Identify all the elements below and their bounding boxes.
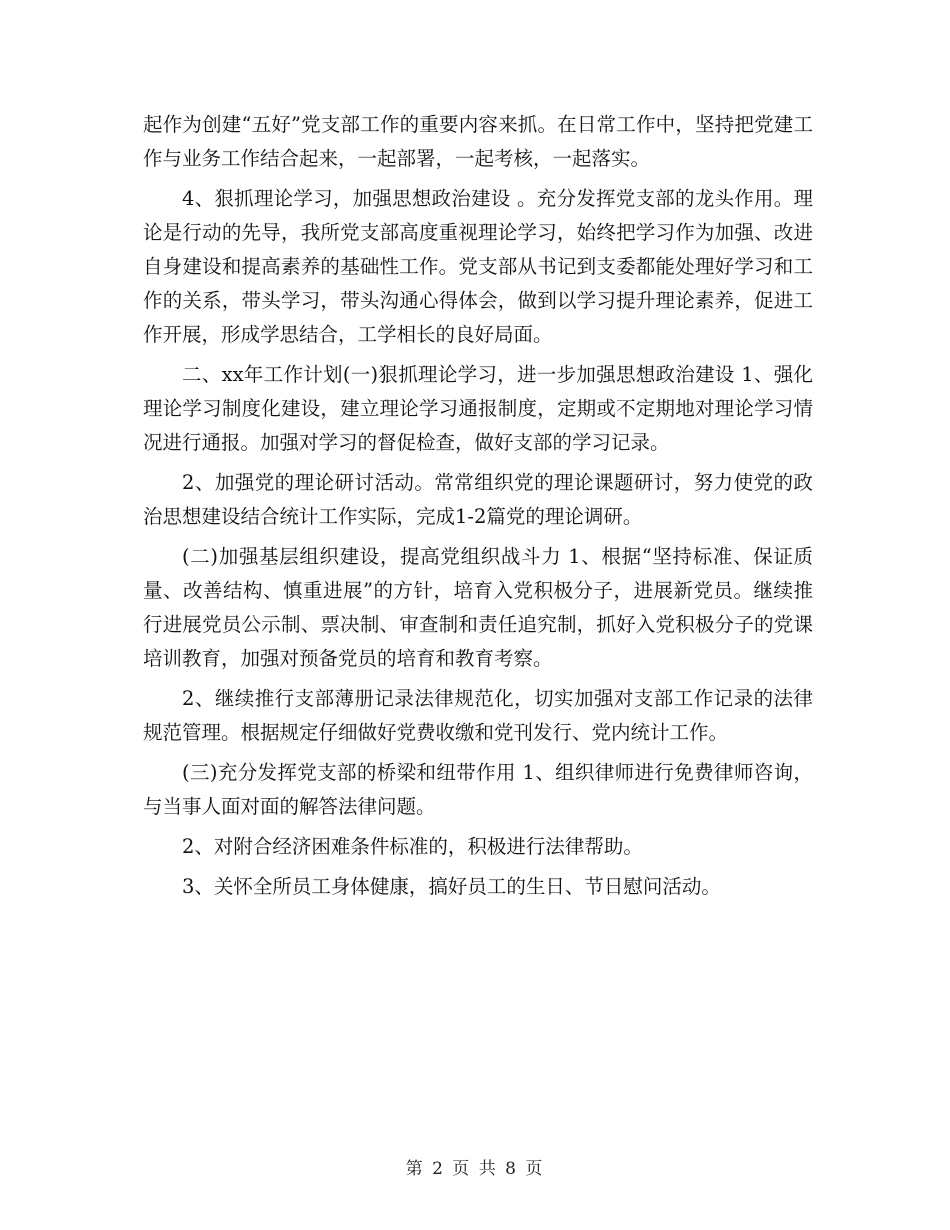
- paragraph-2: 4、狠抓理论学习，加强思想政治建设 。充分发挥党支部的龙头作用。理论是行动的先导，我所党支部高度重视理论学习，始终把学习作为加强、改进自身建设和提高素养的基础性工作。党支部从书记到支委都能处理好学习和工作的关系，带头学习，带头沟通心得体会，做到以学习提升理论素养，促进工作开展，形成学思结合，工学相长的良好局面。: [143, 187, 813, 346]
- page-number-footer: 第 2 页 共 8 页: [405, 1159, 545, 1179]
- paragraph-9: 3、关怀全所员工身体健康，搞好员工的生日、节日慰问活动。: [182, 875, 721, 898]
- document-body: [143, 108, 813, 910]
- paragraph-3: 二、xx年工作计划(一)狠抓理论学习，进一步加强思想政治建设 1、强化理论学习制度化建设，建立理论学习通报制度，定期或不定期地对理论学习情况进行通报。加强对学习的督促检查，做好支部的学习记录。: [143, 363, 813, 454]
- paragraph-8: 2、对附合经济困难条件标准的，积极进行法律帮助。: [182, 835, 643, 858]
- paragraph-6: 2、继续推行支部薄册记录法律规范化，切实加强对支部工作记录的法律规范管理。根据规定仔细做好党费收缴和党刊发行、党内统计工作。: [143, 687, 813, 744]
- paragraph-4: 2、加强党的理论研讨活动。常常组织党的理论课题研讨，努力使党的政治思想建设结合统计工作实际，完成1-2篇党的理论调研。: [143, 471, 813, 528]
- paragraph-1: 起作为创建“五好”党支部工作的重要内容来抓。在日常工作中，坚持把党建工作与业务工作结合起来，一起部署，一起考核，一起落实。: [143, 113, 813, 170]
- paragraph-7: (三)充分发挥党支部的桥梁和纽带作用 1、组织律师进行免费律师咨询，与当事人面对面的解答法律问题。: [143, 761, 813, 818]
- paragraph-5: (二)加强基层组织建设，提高党组织战斗力 1、根据“坚持标准、保证质量、改善结构、慎重进展”的方针，培育入党积极分子，进展新党员。继续推行进展党员公示制、票决制、审查制和责任追究制，抓好入党积极分子的党课培训教育，加强对预备党员的培育和教育考察。: [143, 545, 813, 670]
